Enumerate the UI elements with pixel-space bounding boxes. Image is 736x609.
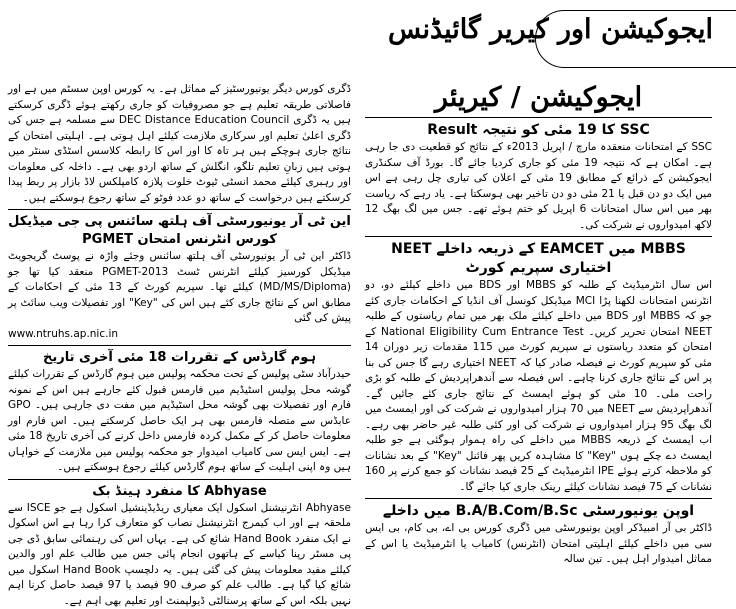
divider [365,498,712,499]
divider [365,117,712,118]
right-column [365,82,712,568]
ssc-body: SSC کے امتحانات منعقدہ مارچ / اپریل 2013ء کے نتائج کو قطعیت دی جا رہی ہے۔ امکان ہے کہ نتیجہ 19 مئی کو جاری کردیا جائے گا۔ بورڈ آف سکنڈری ایجوکیشن کے ذرائع کے مطابق 19 مئی کے اعلان کی تیاری چل رہی ہے اس میں ایک دو دن قبل یا 21 مئی دو دن تاخیر بھی ہوسکتا ہے۔ یاد رہے کہ ریاست بھر میں اس سال امتحانات 6 اپریل کو ختم ہوئے تھے۔ جس میں لگ بھگ 12 لاکھ امیدواروں نے شرکت کی۔ [365,140,712,233]
pgmet-heading: این ٹی آر یونیورسٹی آف ہلتھ سائنس پی جی میڈیکل کورس انٹرنس امتحان PGMET [8,213,351,249]
homeguards-heading: ہوم گارڈس کے تقررات 18 مئی آخری تاریخ [8,349,351,367]
divider [8,209,351,210]
degree-body: ڈگری کورس دیگر یونیورسٹیز کے مماثل ہے۔ یہ کورس اوپن سسٹم میں ہے اور فاصلاتی طریقہ تعلیم ہے جو مصروفیات کو جاری رکھتے ہوئے ڈگری کرسکتے ہیں یہ ڈگری DEC Distance Education Council سے مسلمہ ہے جس کی ڈگری اعلیٰ تعلیم اور سرکاری ملازمت کیلئے اہل ہوتی ہے۔ اہلیتی امتحان کے نتائج جاری ہوچکے ہیں ہر تاہ کا اور اس کا رابطہ کلاسس اسٹڈی سنٹر میں ہوتی ہیں زبانِ تعلیم تلگو، انگلش کے ساتھ اردو بھی ہے۔ داخلہ کی معلومات اور رہبری کیلئے محمد انسٹی ٹیوٹ خلوت پلازہ کامپلکس لاڈ بازار پر ربط پیدا کرسکتے ہیں درخواست کے ساتھ دو عدد فوٹو کے ساتھ رجوع ہوسکتے ہیں۔ [8,82,351,206]
left-column [8,82,351,568]
divider [8,479,351,480]
divider [8,345,351,346]
divider [365,236,712,237]
header-title: ایجوکیشن اور کیریر گائیڈنس [388,14,713,45]
open-university-heading: اوپن یونیورسٹی B.A/B.Com/B.Sc میں داخلے [365,502,712,521]
open-university-body: ڈاکٹر بی آر امبیڈکر اوپن یونیورسٹی میں ڈگری کورس بی اے، بی کام، بی ایس سی میں داخلے کیلئے اہلیتی امتحان (انٹرنس) کامیاب یا انٹرمیڈیٹ یا اس کے مماثل امیدوار اہل ہیں۔ تین سالہ [365,521,712,568]
pgmet-body: ڈاکٹر این ٹی آر یونیورسٹی آف ہلتھ سائنس وجئے واڑہ نے پوسٹ گریجویٹ میڈیکل کورسیز کیلئے انٹرنس ٹسٹ PGMET-2013 منعقد کیا تھا جو (MD/MS/Diploma) کیلئے تھا۔ سپریم کورٹ کے 13 مئی کے احکامات کے مطابق اس کے نتائج جاری کئے ہیں اس کی "Key" اور تفصیلات ویب سائٹ پر پیش کی گئی [8,249,351,327]
mbbs-body: اس سال انٹرمیڈیٹ کے طلبہ کو MBBS اور BDS میں داخلے کیلئے دو، دو انٹرنس امتحانات لکھنا پڑا MCI میڈیکل کونسل آف انڈیا کے احکامات جاری کئے جو کہ MBBS اور BDS میں داخلے کیلئے ملک بھر میں تمام ریاستوں کے طلبہ NEET امتحان تحریر کریں۔ National Eligibility Cum Entrance Test کے امتحان کو متعدد ریاستوں نے سپریم کورٹ میں 115 مقدمات زیر دوران 14 مئی کو سپریم کورٹ نے فیصلہ صادر کیا کہ NEET اختیاری رہے گا جس کی بنا پر اس کے نتائج جاری کرنا چاہے۔ اس فیصلہ سے آندھراپردیش کے طلبہ کو بڑی راحت ملی۔ 10 مئی کو ہوئے ایمسٹ کے نتائج جاری کئے جائیں گے۔ آندھراپردیش سے NEET میں 70 ہزار امیدواروں نے شرکت کی اور ایمسٹ میں لگ بھگ 95 ہزار امیدواروں نے شرکت کی اور کئی طلبہ غیر حاضر بھی رہے۔ اب ایمسٹ کے ذریعہ MBBS میں داخلے کی راہ ہموار ہوگئی ہے جو طلبہ ایمسٹ دے چکے ہوں "Key" کا مشاہدہ کریں پھر فائنل "Key" کے بعد نشانات کو ملاحظہ کرتے ہوئے IPE انٹرمیڈیٹ کے 25 فیصد نشانات کو جمع کرنے پر 160 نشانات کے 75 فیصد نشانات کیلئے رینک جاری کیا جائے گا۔ [365,278,712,495]
abhyase-heading: Abhyase کا منفرد ہینڈ بک [8,483,351,501]
abhyase-body: Abhyase انٹرنیشنل اسکول ایک معیاری ریڈیڈینشیل اسکول ہے جو ISCE سے ملحقہ ہے اور اب کیمرج انٹرنیشنل نصاب کو متعارف کرا رہا ہے اس اسکول نے ایک منفرد Hand Book شائع کی ہے۔ یہاں اس کی رہنمائی سابق ڈی جی پی مسٹر رپنا کیاسے کے ہاتھوں انجام پائی جس میں طالب علم اور والدین کیلئے مفید معلومات پیش کی گئی ہیں۔ یہ دلچسپ Hand Book اسکول میں شائع کیا گیا ہے۔ طالب علم کو صرف 90 فیصد یا 97 فیصد حاصل کرنا اہم نہیں بلکہ اس کے ساتھ پرسنالٹی ڈیولپمنٹ اور تعلیم بھی اہم ہے۔ [8,501,351,609]
ssc-heading: SSC کا 19 مئی کو نتیجہ Result [365,121,712,140]
main-title: ایجوکیشن / کیریئر [365,82,712,114]
homeguards-body: حیدرآباد سٹی پولیس کے تحت محکمہ پولیس میں ہوم گارڈس کے تقررات کیلئے گوشہ محل پولیس اسٹیڈیم میں فارمس قبول کئے جارہے ہیں اس کے نمونہ فارم اور تفصیلات بھی گوشہ محل اسٹیڈیم میں مفت دی جارہی ہیں۔ GPO عابڈس سے متصلہ فارمس بھی ہر ایک حاصل کرسکتے ہیں۔ اس فارم اور معلومات حاصل کر کے مکمل کردہ فارمس داخل کرنے کی آخری تاریخ 18 مئی ہے۔ ایس ایس سی کامیاب امیدوار جو محکمہ پولیس میں ملازمت کے خواہاں ہیں وہ اپنی اہلیت کے ساتھ ہوم گارڈس کیلئے رجوع ہوسکتے ہیں۔ [8,367,351,476]
mbbs-heading: MBBS میں EAMCET کے ذریعہ داخلے NEET اختیاری سپریم کورٹ [365,240,712,278]
pgmet-website: www.ntruhs.ap.nic.in [8,327,351,343]
section-header [535,4,717,76]
